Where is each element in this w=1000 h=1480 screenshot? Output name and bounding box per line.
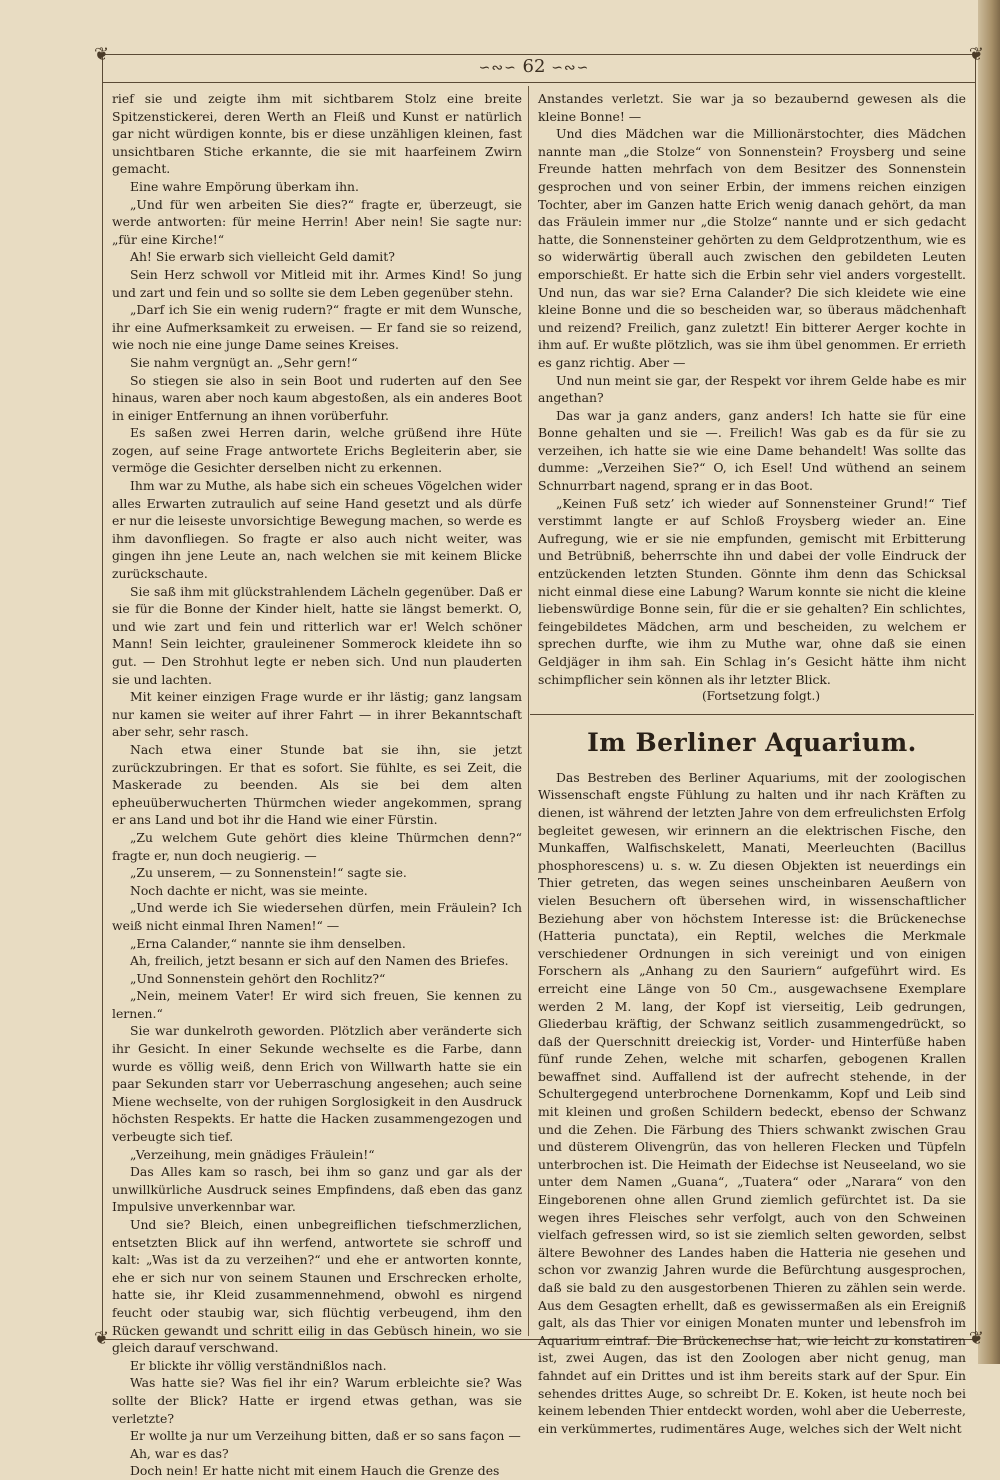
newspaper-page [92, 44, 984, 1479]
page-header [92, 56, 976, 77]
paragraph: So stiegen sie also in sein Boot und ruderten auf den See hinaus, waren aber noch kaum abgestoßen, als ein anderes Boot in einiger Entfernung an ihnen vorüberfuhr. [112, 372, 522, 423]
paragraph: Und nun meint sie gar, der Respekt vor ihrem Gelde habe es mir angethan? [538, 372, 966, 406]
paragraph: Und dies Mädchen war die Millionärstochter, dies Mädchen nannte man „die Stolze“ von Sonnenstein? Froysberg und seine Freunde hatten mehrfach von dem Besitzer des Sonnenstein gesprochen und von seiner Erbin, der immens reichen einzigen Tochter, aber im Ganzen hatte Erich wenig danach gehört, da man das Fräulein immer nur „die Stolze“ nannte und er sich gedacht hatte, die Sonnensteiner gehörten zu dem Geldprotzenthum, wie es so widerwärtig überall auch zwischen den gebildeten Leuten emporschießt. Er hatte sich die Erbin sehr viel anders vorgestellt. Und nun, das war sie? Erna Calander? Die sich kleidete wie eine kleine Bonne und die so bescheiden war, so überaus mädchenhaft und reizend? Freilich, ganz zuletzt! Ein bitterer Aerger kochte in ihm auf. Er wußte plötzlich, was sie ihm übel genommen. Er errieth es ganz richtig. Aber — [538, 126, 966, 370]
frame-left-rule [102, 54, 103, 1340]
paragraph: Das Alles kam so rasch, bei ihm so ganz und gar als der unwillkürliche Ausdruck seines Empfindens, daß eben das ganz Impulsive unverkennbar war. [112, 1164, 522, 1215]
section-separator [530, 714, 974, 715]
right-column [538, 90, 966, 1437]
frame-top-rule [102, 54, 976, 55]
paragraph: „Zu unserem, — zu Sonnenstein!“ sagte sie. [130, 865, 407, 881]
paragraph: Sie war dunkelroth geworden. Plötzlich aber veränderte sich ihr Gesicht. In einer Sekunde wechselte es die Farbe, dann wurde es völlig weiß, denn Erich von Willwarth hatte sie ein paar Sekunden starr vor Ueberraschung angesehen; auch seine Miene wechselte, von der ruhigen Sorglosigkeit in den Ausdruck höchsten Respekts. Er hatte die Hacken zusammengezogen und verbeugte sich tief. [112, 1023, 522, 1145]
paragraph: Sein Herz schwoll vor Mitleid mit ihr. Armes Kind! So jung und zart und fein und so sollte sie dem Leben gegenüber stehn. [112, 266, 522, 300]
column-divider [528, 86, 529, 1336]
corner-ornament-icon: ❦ [968, 1328, 984, 1349]
left-column [112, 90, 522, 1480]
paragraph: Das war ja ganz anders, ganz anders! Ich hatte sie für eine Bonne gehalten und sie —. Freilich! Was gab es da für sie zu verzeihen, ich hatte sie wie eine Dame behandelt! Was sollte das dumme: „Verzeihen Sie?“ O, ich Esel! Und wüthend an seinem Schnurrbart nagend, sprang er in das Boot. [538, 407, 966, 494]
paragraph: Er wollte ja nur um Verzeihung bitten, daß er so sans façon — [130, 1428, 521, 1444]
paragraph: Noch dachte er nicht, was sie meinte. [130, 882, 368, 898]
paragraph: Was hatte sie? Was fiel ihr ein? Warum erbleichte sie? Was sollte der Blick? Hatte er irgend etwas gethan, was sie verletzte? [112, 1375, 522, 1426]
paragraph: Und sie? Bleich, einen unbegreiflichen tiefschmerzlichen, entsetzten Blick auf ihn werfend, antwortete sie schroff und kalt: „Was ist da zu verzeihen?“ und ehe er antworten konnte, ehe er sich nur von seinem Staunen und Erschrecken erholte, hatte sie, ihr Kleid zusammennehmend, obwohl es nirgend feucht oder staubig war, sich flüchtig verbeugend, ihm den Rücken gewandt und schritt eilig in das Gebüsch hinein, wo sie gleich darauf verschwand. [112, 1217, 522, 1356]
header-rule [102, 82, 976, 83]
paragraph: Nach etwa einer Stunde bat sie ihn, sie jetzt zurückzubringen. Er that es sofort. Sie fühlte, es sei Zeit, die Maskerade zu beenden. Als sie bei dem alten epheuüberwucherten Thürmchen wieder angekommen, sprang er ans Land und bot ihr die Hand wie einer Fürstin. [112, 741, 522, 828]
page-binding-edge [978, 0, 1000, 1364]
paragraph: Mit keiner einzigen Frage wurde er ihr lästig; ganz langsam nur kamen sie weiter auf ihrer Fahrt — in ihrer Bekanntschaft aber sehr, sehr rasch. [112, 689, 522, 740]
page-number: 62 [522, 56, 546, 77]
paragraph: Ihm war zu Muthe, als habe sich ein scheues Vögelchen wider alles Erwarten zutraulich auf seine Hand gesetzt und als dürfe er nur die leiseste unvorsichtige Bewegung machen, so werde es ihm davonfliegen. So fragte er also auch nicht weiter, was gingen ihn jene Leute an, nach welchen sie mit keinem Blicke zurückschaute. [112, 478, 522, 582]
paragraph: Das Bestreben des Berliner Aquariums, mit der zoologischen Wissenschaft engste Fühlung zu halten und ihr nach Kräften zu dienen, ist während der letzten Jahre von dem erfreulichsten Erfolg begleitet gewesen, wir erinnern an die elektrischen Fische, den Munkaffen, Walfischskelett, Manati, Meerleuchten (Bacillus phosphorescens) u. s. w. Zu diesen Objekten ist neuerdings ein Thier getreten, das wegen seines unscheinbaren Aeußern von vielen Besuchern oft übersehen wird, in wissenschaftlicher Beziehung aber von höchstem Interesse ist: die Brückenechse (Hatteria punctata), ein Reptil, welches die Merkmale verschiedener Ordnungen in sich vereinigt und von einigen Forschern als „Anhang zu den Sauriern“ aufgeführt wird. Es erreicht eine Länge von 50 Cm., ausgewachsene Exemplare werden 2 M. lang, der Kopf ist vierseitig, Leib gedrungen, Gliederbau kräftig, der Schwanz seitlich zusammengedrückt, so daß der Querschnitt dreieckig ist, Vorder- und Hinterfüße haben fünf runde Zehen, welche mit scharfen, gebogenen Krallen bewaffnet sind. Auffallend ist der aufrecht stehende, in der Schultergegend unterbrochene Dornenkamm, Kopf und Leib sind mit kleinen und großen Schildern bedeckt, ebenso der Schwanz und die Zehen. Die Färbung des Thiers schwankt zwischen Grau und düsterem Olivengrün, das von helleren Flecken und Tüpfeln unterbrochen ist. Die Heimath der Eidechse ist Neuseeland, wo sie unter dem Namen „Guana“, „Tuatera“ oder „Narara“ von den Eingeborenen ohne allen Grund ziemlich gefürchtet ist. Da sie wegen ihres Fleisches sehr verfolgt, auch von den Schweinen vielfach gefressen wird, so ist sie ziemlich selten geworden, selbst ältere Bewohner des Landes haben die Hatteria nie gesehen und schon vor zwanzig Jahren wurde die Befürchtung ausgesprochen, daß sie bald zu den ausgestorbenen Thieren zu zählen sein werde. Aus dem Gesagten erhellt, daß es gewissermaßen als ein Ereigniß galt, als das Thier vor einigen Monaten munter und lebensfroh im Aquarium eintraf. Die Brückenechse hat, wie leicht zu konstatiren ist, zwei Augen, das ist den Zoologen aber nicht genug, man fahndet auf ein Drittes und ist ihm bereits stark auf der Spur. Ein sehendes drittes Auge, so schreibt Dr. E. Koken, ist heute noch bei keinem lebenden Thier entdeckt worden, wohl aber die Ueberreste, ein verkümmertes, rudimentäres Auge, welches sich der Welt nicht [538, 769, 966, 1436]
paragraph: rief sie und zeigte ihm mit sichtbarem Stolz eine breite Spitzenstickerei, deren Werth an Fleiß und Kunst er natürlich gar nicht würdigen konnte, bis er diese unzähligen kleinen, fast unsichtbaren Stiche erkannte, die sie mit haarfeinem Zwirn gemacht. [112, 91, 522, 177]
paragraph: Doch nein! Er hatte nicht mit einem Hauch die Grenze des [130, 1463, 500, 1479]
paragraph: „Darf ich Sie ein wenig rudern?“ fragte er mit dem Wunsche, ihr eine Aufmerksamkeit zu erweisen. — Er fand sie so reizend, wie noch nie eine junge Dame seines Kreises. [112, 302, 522, 353]
paragraph: „Nein, meinem Vater! Er wird sich freuen, Sie kennen zu lernen.“ [112, 988, 522, 1021]
paragraph: Anstandes verletzt. Sie war ja so bezaubernd gewesen als die kleine Bonne! — [538, 91, 966, 124]
header-ornament-left: ∽∾∽ [478, 60, 517, 76]
paragraph: „Und werde ich Sie wiedersehen dürfen, mein Fräulein? Ich weiß nicht einmal Ihren Namen!“ — [112, 900, 522, 933]
paragraph: Es saßen zwei Herren darin, welche grüßend ihre Hüte zogen, auf seine Frage antwortete Erichs Begleiterin aber, sie vermöge die Gesichter derselben nicht zu erkennen. [112, 425, 522, 476]
paragraph: „Und Sonnenstein gehört den Rochlitz?“ [130, 970, 386, 986]
paragraph: Ah, war es das? [130, 1445, 229, 1461]
paragraph: „Und für wen arbeiten Sie dies?“ fragte er, überzeugt, sie werde antworten: für meine Herrin! Aber nein! Sie sagte nur: „für eine Kirche!“ [112, 196, 522, 247]
paragraph: Sie nahm vergnügt an. „Sehr gern!“ [130, 354, 358, 370]
paragraph: „Erna Calander,“ nannte sie ihm denselben. [130, 935, 406, 951]
corner-ornament-icon: ❦ [968, 44, 984, 65]
paragraph: „Verzeihung, mein gnädiges Fräulein!“ [130, 1146, 375, 1162]
story-continuation [538, 90, 966, 688]
corner-ornament-icon: ❦ [94, 1328, 110, 1349]
paragraph: Ah, freilich, jetzt besann er sich auf den Namen des Briefes. [130, 953, 509, 969]
paragraph: Sie saß ihm mit glückstrahlendem Lächeln gegenüber. Daß er sie für die Bonne der Kinder hielt, hatte sie längst bemerkt. O, und wie zart und fein und ritterlich war er! Welch schöner Mann! Sein leichter, grauleinener Sommerock kleidete ihn so gut. — Den Strohhut legte er neben sich. Und nun plauderten sie und lachten. [112, 583, 522, 687]
paragraph: Ah! Sie erwarb sich vielleicht Geld damit? [130, 249, 395, 265]
paragraph: „Zu welchem Gute gehört dies kleine Thürmchen denn?“ fragte er, nun doch neugierig. — [112, 829, 522, 863]
paragraph: Er blickte ihr völlig verständnißlos nach. [130, 1357, 387, 1373]
paragraph: „Keinen Fuß setz’ ich wieder auf Sonnensteiner Grund!“ Tief verstimmt langte er auf Schloß Froysberg wieder an. Eine Aufregung, wie er sie nie empfunden, gemischt mit Erbitterung und Betrübniß, beherrschte ihn und dabei der volle Eindruck der entzückenden letzten Stunden. Gönnte ihm denn das Schicksal nicht einmal diese eine Labung? Warum konnte sie nicht die kleine liebenswürdige Bonne sein, für die er sie gehalten? Ein schlichtes, feingebildetes Mädchen, arm und bescheiden, zu welchem er sprechen durfte, wie ihm zu Muthe war, ohne daß sie einen Geldjäger in ihm sah. Ein Schlag in’s Gesicht hätte ihm nicht schimpflicher sein können als ihr letzter Blick. [538, 495, 966, 687]
paragraph: Eine wahre Empörung überkam ihn. [130, 178, 359, 194]
continuation-note: (Fortsetzung folgt.) [702, 689, 820, 704]
article-body [538, 769, 966, 1438]
corner-ornament-icon: ❦ [94, 44, 110, 65]
article-title: Im Berliner Aquarium. [587, 727, 917, 757]
frame-right-rule [975, 54, 976, 1340]
header-ornament-right: ∽∾∽ [551, 60, 590, 76]
